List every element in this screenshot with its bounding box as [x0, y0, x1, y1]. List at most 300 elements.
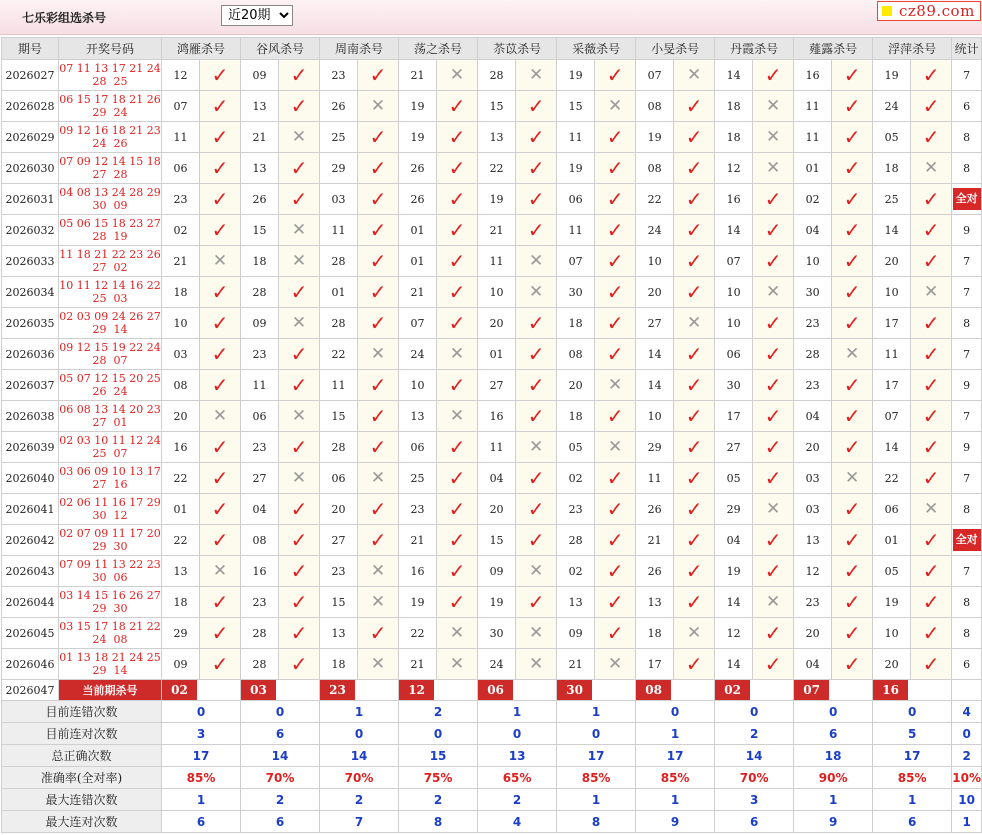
check-icon: ✓ [369, 280, 387, 304]
result-mark-cell [674, 215, 715, 246]
result-mark-cell [516, 432, 557, 463]
result-mark-cell [911, 463, 952, 494]
kill-number-cell: 16 [715, 184, 753, 215]
stat-cell [952, 525, 982, 556]
period-cell: 2026039 [2, 432, 59, 463]
kill-number-cell: 21 [399, 60, 437, 91]
kill-number-cell: 29 [636, 432, 674, 463]
result-mark-cell [753, 525, 794, 556]
result-mark-cell [279, 184, 320, 215]
kill-number-cell: 04 [478, 463, 516, 494]
kill-number-cell: 13 [241, 91, 279, 122]
check-icon: ✓ [211, 218, 229, 242]
result-mark-cell [674, 122, 715, 153]
kill-number-cell: 08 [241, 525, 279, 556]
cross-icon: ✕ [845, 343, 860, 364]
result-mark-cell [279, 153, 320, 184]
summary-value: 90% [794, 767, 873, 789]
result-mark-cell [516, 649, 557, 680]
result-mark-cell [358, 370, 399, 401]
result-mark-cell [279, 494, 320, 525]
check-icon: ✓ [764, 187, 782, 211]
current-kill-number: 02 [162, 680, 197, 700]
kill-number-cell: 23 [241, 432, 279, 463]
draw-numbers-line: 05 07 12 15 20 25 [59, 372, 161, 385]
kill-number-cell: 09 [478, 556, 516, 587]
check-icon: ✓ [843, 94, 861, 118]
result-mark-cell [753, 494, 794, 525]
draw-numbers-line: 28 07 [92, 354, 128, 367]
all-correct-badge: 全对 [953, 529, 981, 551]
result-mark-cell [832, 587, 873, 618]
summary-stat: 2 [952, 745, 982, 767]
kill-number-cell: 08 [636, 153, 674, 184]
summary-value: 3 [162, 723, 241, 745]
check-icon: ✓ [843, 404, 861, 428]
kill-number-cell: 10 [873, 618, 911, 649]
kill-number-cell: 12 [794, 556, 832, 587]
kill-number-cell: 21 [557, 649, 595, 680]
result-mark-cell [437, 308, 478, 339]
draw-numbers-line: 04 08 13 24 28 29 [59, 186, 161, 199]
result-mark-cell [832, 618, 873, 649]
check-icon: ✓ [606, 621, 624, 645]
check-icon: ✓ [685, 94, 703, 118]
result-mark-cell [911, 401, 952, 432]
table-row [2, 308, 982, 339]
table-row [2, 215, 982, 246]
result-mark-cell [674, 339, 715, 370]
check-icon: ✓ [606, 497, 624, 521]
kill-number-cell: 28 [478, 60, 516, 91]
draw-numbers-cell [59, 525, 162, 556]
draw-numbers-line: 29 24 [92, 106, 128, 119]
check-icon: ✓ [606, 249, 624, 273]
result-mark-cell [832, 60, 873, 91]
check-icon: ✓ [527, 156, 545, 180]
check-icon: ✓ [764, 63, 782, 87]
col-header-expert: 谷风杀号 [241, 38, 320, 60]
summary-value: 14 [241, 745, 320, 767]
current-kill-number: 06 [478, 680, 513, 700]
result-mark-cell [595, 246, 636, 277]
kill-number-cell: 13 [241, 153, 279, 184]
logo-text: cz89.com [899, 2, 975, 20]
kill-number-cell: 28 [241, 277, 279, 308]
kill-number-cell: 17 [873, 308, 911, 339]
kill-number-cell: 11 [557, 122, 595, 153]
result-mark-cell [911, 246, 952, 277]
draw-numbers-line: 03 15 17 18 21 22 [59, 620, 161, 633]
check-icon: ✓ [527, 125, 545, 149]
summary-label: 最大连错次数 [2, 789, 162, 811]
kill-number-cell: 06 [162, 153, 200, 184]
kill-number-cell: 23 [162, 184, 200, 215]
table-row [2, 587, 982, 618]
kill-number-cell: 19 [873, 587, 911, 618]
kill-number-cell: 13 [794, 525, 832, 556]
kill-number-cell: 27 [241, 463, 279, 494]
kill-number-cell: 14 [873, 432, 911, 463]
summary-value: 8 [557, 811, 636, 833]
kill-number-cell: 18 [557, 401, 595, 432]
check-icon: ✓ [211, 621, 229, 645]
result-mark-cell [516, 463, 557, 494]
kill-number-cell: 23 [794, 587, 832, 618]
summary-value: 0 [715, 701, 794, 723]
result-mark-cell [753, 618, 794, 649]
check-icon: ✓ [843, 559, 861, 583]
check-icon: ✓ [448, 311, 466, 335]
summary-value: 3 [715, 789, 794, 811]
stat-cell: 7 [952, 401, 982, 432]
kill-number-cell: 21 [478, 215, 516, 246]
summary-value: 1 [557, 789, 636, 811]
result-mark-cell [200, 277, 241, 308]
all-correct-badge: 全对 [953, 188, 981, 210]
summary-value: 14 [715, 745, 794, 767]
period-cell: 2026032 [2, 215, 59, 246]
check-icon: ✓ [843, 621, 861, 645]
kill-number-cell: 28 [557, 525, 595, 556]
kill-number-cell: 12 [715, 153, 753, 184]
cross-icon: ✕ [291, 250, 307, 271]
kill-number-cell: 28 [241, 618, 279, 649]
cross-icon: ✕ [370, 343, 386, 364]
kill-number-cell: 17 [873, 370, 911, 401]
kill-number-cell: 15 [478, 525, 516, 556]
stat-cell: 8 [952, 618, 982, 649]
cross-icon: ✕ [370, 591, 386, 612]
current-kill-cell [557, 680, 636, 701]
draw-numbers-cell [59, 587, 162, 618]
kill-number-cell: 14 [715, 215, 753, 246]
check-icon: ✓ [606, 559, 624, 583]
table-row [2, 432, 982, 463]
cross-icon: ✕ [291, 126, 307, 147]
result-mark-cell [753, 60, 794, 91]
check-icon: ✓ [843, 218, 861, 242]
site-logo[interactable] [877, 1, 981, 21]
stat-cell: 7 [952, 339, 982, 370]
result-mark-cell [832, 339, 873, 370]
current-kill-cell [320, 680, 399, 701]
check-icon: ✓ [606, 311, 624, 335]
result-mark-cell [279, 649, 320, 680]
result-mark-cell [595, 91, 636, 122]
kill-number-cell: 27 [320, 525, 358, 556]
draw-numbers-line: 07 11 13 17 21 24 [59, 62, 161, 75]
cross-icon: ✕ [607, 374, 623, 395]
draw-numbers-line: 27 01 [92, 416, 128, 429]
table-row [2, 153, 982, 184]
result-mark-cell [674, 401, 715, 432]
check-icon: ✓ [843, 249, 861, 273]
kill-number-cell: 11 [636, 463, 674, 494]
result-mark-cell [911, 277, 952, 308]
draw-numbers-line: 30 06 [92, 571, 128, 584]
kill-number-cell: 14 [636, 370, 674, 401]
period-range-select[interactable] [221, 5, 293, 26]
result-mark-cell [437, 525, 478, 556]
cross-icon: ✕ [370, 95, 386, 116]
check-icon: ✓ [764, 342, 782, 366]
result-mark-cell [516, 556, 557, 587]
period-cell: 2026041 [2, 494, 59, 525]
kill-number-cell: 30 [794, 277, 832, 308]
kill-number-cell: 08 [636, 91, 674, 122]
result-mark-cell [200, 339, 241, 370]
check-icon: ✓ [922, 559, 940, 583]
cross-icon: ✕ [291, 405, 307, 426]
kill-number-cell: 01 [399, 215, 437, 246]
summary-value: 0 [399, 723, 478, 745]
result-mark-cell [279, 277, 320, 308]
kill-number-cell: 24 [873, 91, 911, 122]
kill-number-cell: 09 [557, 618, 595, 649]
kill-number-cell: 10 [794, 246, 832, 277]
kill-number-cell: 19 [557, 60, 595, 91]
kill-number-cell: 21 [241, 122, 279, 153]
result-mark-cell [279, 401, 320, 432]
kill-number-cell: 18 [162, 277, 200, 308]
check-icon: ✓ [369, 497, 387, 521]
col-header-expert: 采薇杀号 [557, 38, 636, 60]
check-icon: ✓ [606, 187, 624, 211]
current-kill-number: 12 [399, 680, 434, 700]
check-icon: ✓ [764, 311, 782, 335]
check-icon: ✓ [290, 373, 308, 397]
summary-value: 4 [478, 811, 557, 833]
kill-number-cell: 16 [399, 556, 437, 587]
result-mark-cell [753, 587, 794, 618]
summary-label: 目前连错次数 [2, 701, 162, 723]
kill-number-cell: 23 [320, 556, 358, 587]
current-stat-cell [952, 680, 982, 701]
kill-number-cell: 11 [478, 246, 516, 277]
kill-number-cell: 26 [399, 184, 437, 215]
draw-numbers-line: 02 06 11 16 17 29 [59, 496, 161, 509]
result-mark-cell [832, 525, 873, 556]
kill-number-cell: 16 [794, 60, 832, 91]
kill-number-cell: 10 [715, 308, 753, 339]
kill-number-cell: 13 [320, 618, 358, 649]
kill-number-cell: 06 [557, 184, 595, 215]
check-icon: ✓ [685, 280, 703, 304]
current-kill-cell [715, 680, 794, 701]
period-cell: 2026044 [2, 587, 59, 618]
cross-icon: ✕ [291, 312, 307, 333]
result-mark-cell [753, 215, 794, 246]
check-icon: ✓ [606, 404, 624, 428]
summary-value: 85% [636, 767, 715, 789]
summary-value: 1 [636, 723, 715, 745]
result-mark-cell [437, 494, 478, 525]
cross-icon: ✕ [686, 312, 702, 333]
check-icon: ✓ [211, 590, 229, 614]
check-icon: ✓ [369, 435, 387, 459]
result-mark-cell [358, 618, 399, 649]
kill-number-cell: 28 [320, 308, 358, 339]
check-icon: ✓ [369, 125, 387, 149]
check-icon: ✓ [843, 187, 861, 211]
kill-number-cell: 06 [320, 463, 358, 494]
result-mark-cell [832, 215, 873, 246]
check-icon: ✓ [527, 218, 545, 242]
kill-number-cell: 10 [478, 277, 516, 308]
cross-icon: ✕ [686, 64, 702, 85]
result-mark-cell [753, 277, 794, 308]
summary-value: 1 [636, 789, 715, 811]
check-icon: ✓ [685, 559, 703, 583]
result-mark-cell [279, 122, 320, 153]
result-mark-cell [595, 370, 636, 401]
result-mark-cell [516, 525, 557, 556]
result-mark-cell [516, 122, 557, 153]
result-mark-cell [200, 463, 241, 494]
table-row [2, 246, 982, 277]
check-icon: ✓ [211, 435, 229, 459]
kill-number-cell: 19 [873, 60, 911, 91]
kill-number-cell: 22 [162, 525, 200, 556]
kill-number-cell: 19 [399, 91, 437, 122]
check-icon: ✓ [606, 156, 624, 180]
kill-number-cell: 19 [399, 587, 437, 618]
summary-value: 2 [241, 789, 320, 811]
kill-number-cell: 15 [320, 401, 358, 432]
current-kill-number: 30 [557, 680, 592, 700]
current-period-row [2, 680, 982, 701]
summary-row [2, 789, 982, 811]
kill-number-cell: 23 [557, 494, 595, 525]
check-icon: ✓ [843, 652, 861, 676]
table-row [2, 494, 982, 525]
result-mark-cell [358, 339, 399, 370]
stat-cell: 8 [952, 153, 982, 184]
result-mark-cell [437, 215, 478, 246]
table-row [2, 339, 982, 370]
result-mark-cell [516, 587, 557, 618]
result-mark-cell [832, 401, 873, 432]
result-mark-cell [753, 401, 794, 432]
check-icon: ✓ [843, 280, 861, 304]
kill-number-cell: 20 [794, 618, 832, 649]
cross-icon: ✕ [370, 467, 386, 488]
summary-value: 17 [162, 745, 241, 767]
summary-value: 17 [873, 745, 952, 767]
kill-number-cell: 24 [478, 649, 516, 680]
result-mark-cell [753, 153, 794, 184]
check-icon: ✓ [290, 342, 308, 366]
result-mark-cell [358, 184, 399, 215]
draw-numbers-cell [59, 91, 162, 122]
kill-number-cell: 20 [320, 494, 358, 525]
check-icon: ✓ [764, 559, 782, 583]
table-row [2, 649, 982, 680]
draw-numbers-line: 06 15 17 18 21 26 [59, 93, 161, 106]
kill-number-cell: 10 [636, 401, 674, 432]
result-mark-cell [595, 184, 636, 215]
check-icon: ✓ [685, 218, 703, 242]
result-mark-cell [437, 618, 478, 649]
result-mark-cell [674, 618, 715, 649]
check-icon: ✓ [527, 94, 545, 118]
kill-number-cell: 28 [320, 246, 358, 277]
kill-number-cell: 04 [241, 494, 279, 525]
summary-stat: 4 [952, 701, 982, 723]
check-icon: ✓ [843, 435, 861, 459]
kill-number-cell: 15 [557, 91, 595, 122]
result-mark-cell [911, 432, 952, 463]
table-row [2, 184, 982, 215]
result-mark-cell [595, 401, 636, 432]
check-icon: ✓ [843, 497, 861, 521]
draw-numbers-line: 06 08 13 14 20 23 [59, 403, 161, 416]
check-icon: ✓ [448, 125, 466, 149]
check-icon: ✓ [685, 187, 703, 211]
kill-number-cell: 13 [162, 556, 200, 587]
cross-icon: ✕ [212, 560, 228, 581]
col-header-expert: 荡之杀号 [399, 38, 478, 60]
result-mark-cell [595, 494, 636, 525]
kill-number-cell: 26 [241, 184, 279, 215]
top-bar [0, 0, 982, 35]
check-icon: ✓ [606, 590, 624, 614]
check-icon: ✓ [290, 435, 308, 459]
kill-number-cell: 29 [715, 494, 753, 525]
draw-numbers-line: 01 13 18 21 24 25 [59, 651, 161, 664]
result-mark-cell [674, 587, 715, 618]
kill-number-cell: 19 [636, 122, 674, 153]
col-header-expert: 丹霞杀号 [715, 38, 794, 60]
check-icon: ✓ [369, 249, 387, 273]
col-header-expert: 鸿雁杀号 [162, 38, 241, 60]
cross-icon: ✕ [845, 467, 860, 488]
result-mark-cell [358, 463, 399, 494]
summary-value: 85% [162, 767, 241, 789]
check-icon: ✓ [369, 373, 387, 397]
kill-number-cell: 10 [162, 308, 200, 339]
result-mark-cell [753, 246, 794, 277]
cross-icon: ✕ [449, 64, 465, 85]
result-mark-cell [200, 184, 241, 215]
check-icon: ✓ [448, 218, 466, 242]
result-mark-cell [516, 215, 557, 246]
kill-number-cell: 20 [636, 277, 674, 308]
check-icon: ✓ [369, 187, 387, 211]
kill-number-cell: 26 [399, 153, 437, 184]
kill-number-cell: 21 [399, 649, 437, 680]
kill-number-cell: 26 [320, 91, 358, 122]
period-cell: 2026043 [2, 556, 59, 587]
check-icon: ✓ [448, 187, 466, 211]
summary-label: 目前连对次数 [2, 723, 162, 745]
check-icon: ✓ [527, 497, 545, 521]
kill-number-cell: 21 [399, 277, 437, 308]
kill-number-cell: 18 [320, 649, 358, 680]
check-icon: ✓ [527, 590, 545, 614]
period-cell: 2026029 [2, 122, 59, 153]
check-icon: ✓ [922, 652, 940, 676]
table-row [2, 401, 982, 432]
summary-value: 6 [241, 723, 320, 745]
result-mark-cell [200, 91, 241, 122]
result-mark-cell [200, 246, 241, 277]
stat-cell: 6 [952, 649, 982, 680]
kill-number-cell: 04 [794, 401, 832, 432]
check-icon: ✓ [448, 249, 466, 273]
result-mark-cell [437, 277, 478, 308]
